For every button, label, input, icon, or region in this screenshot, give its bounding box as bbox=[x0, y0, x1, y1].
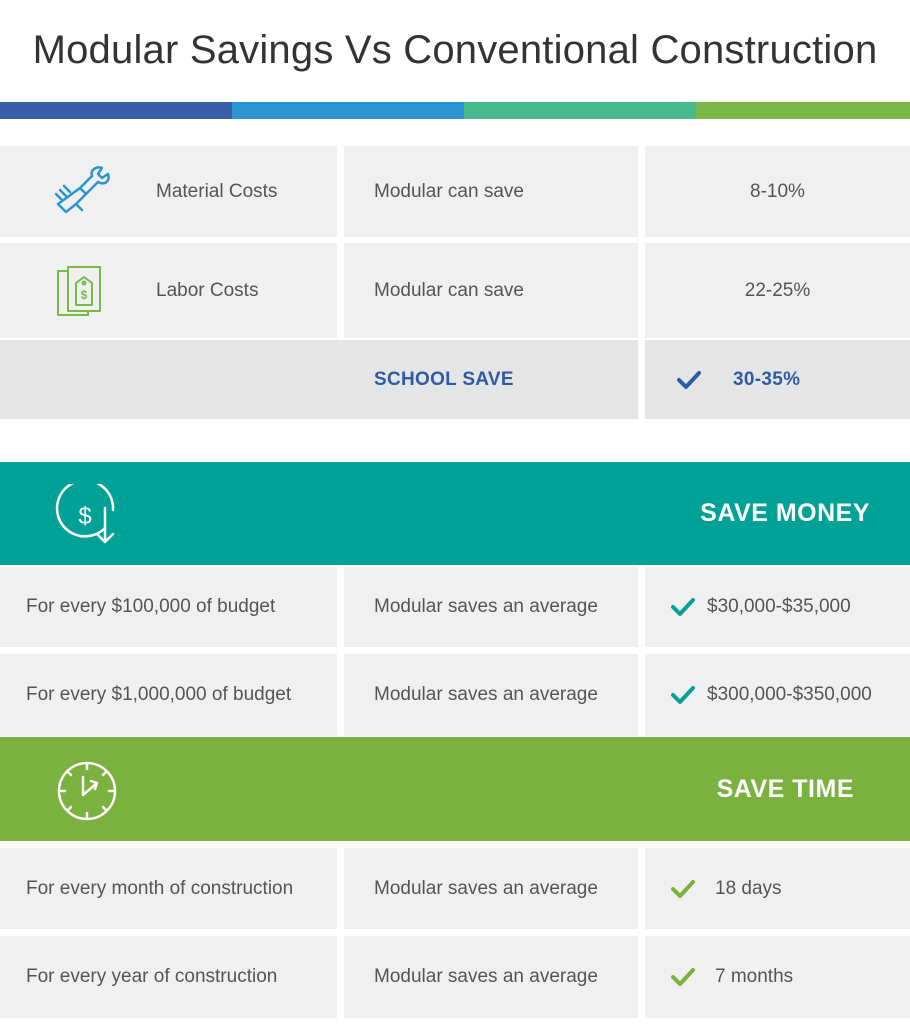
cost-row-desc-cell bbox=[344, 146, 638, 237]
svg-text:$: $ bbox=[80, 288, 88, 302]
time-row-label: For every month of construction bbox=[26, 877, 294, 899]
cost-row-value-cell bbox=[645, 243, 910, 338]
dollar-down-icon bbox=[55, 484, 119, 546]
color-stripe-segment bbox=[464, 102, 696, 119]
clock-icon bbox=[55, 759, 119, 823]
money-row-label-cell bbox=[0, 654, 337, 736]
time-row-desc-cell bbox=[344, 848, 638, 929]
price-tag-icon bbox=[54, 265, 108, 319]
time-row-value-cell bbox=[645, 848, 910, 929]
money-row-label: For every $100,000 of budget bbox=[26, 596, 276, 617]
money-row-label-cell bbox=[0, 567, 337, 647]
color-stripe-segment bbox=[0, 102, 232, 119]
money-row-desc: Modular saves an average bbox=[374, 684, 598, 705]
check-icon bbox=[677, 370, 701, 390]
summary-label: SCHOOL SAVE bbox=[374, 368, 514, 390]
save-time-title: SAVE TIME bbox=[716, 774, 854, 803]
time-row-label-cell bbox=[0, 936, 337, 1018]
color-stripe-segment bbox=[696, 102, 910, 119]
check-icon bbox=[671, 597, 695, 617]
time-row-desc: Modular saves an average bbox=[374, 966, 598, 987]
time-row-desc-cell bbox=[344, 936, 638, 1018]
page-title: Modular Savings Vs Conventional Construction bbox=[32, 28, 878, 72]
money-row-desc-cell bbox=[344, 567, 638, 647]
summary-value-cell bbox=[645, 340, 910, 419]
time-row-value: 7 months bbox=[715, 966, 794, 987]
time-row-value-cell bbox=[645, 936, 910, 1018]
money-row-label: For every $1,000,000 of budget bbox=[26, 684, 292, 705]
color-stripe-segment bbox=[232, 102, 464, 119]
summary-value: 30-35% bbox=[733, 368, 801, 390]
cost-row-desc-cell bbox=[344, 243, 638, 338]
money-row-value: $30,000-$35,000 bbox=[707, 596, 851, 617]
cost-row-label: Material Costs bbox=[156, 180, 278, 202]
time-row-desc: Modular saves an average bbox=[374, 877, 598, 899]
money-row-desc-cell bbox=[344, 654, 638, 736]
save-money-title: SAVE MONEY bbox=[700, 499, 870, 527]
save-time-banner bbox=[0, 737, 910, 841]
cost-row-label-cell bbox=[0, 243, 337, 338]
cost-row-desc: Modular can save bbox=[374, 279, 524, 301]
save-money-banner bbox=[0, 462, 910, 565]
check-icon bbox=[671, 685, 695, 705]
money-row-desc: Modular saves an average bbox=[374, 596, 598, 617]
time-row-value: 18 days bbox=[715, 877, 782, 899]
cost-row-label: Labor Costs bbox=[156, 279, 259, 301]
summary-blank-cell bbox=[0, 340, 344, 419]
check-icon bbox=[671, 967, 695, 987]
cost-row-value: 22-25% bbox=[744, 279, 811, 301]
svg-text:$: $ bbox=[78, 503, 92, 530]
wrench-hand-icon bbox=[52, 164, 118, 220]
cost-row-label-cell bbox=[0, 146, 337, 237]
money-row-value: $300,000-$350,000 bbox=[707, 684, 872, 705]
time-row-label-cell bbox=[0, 848, 337, 929]
check-icon bbox=[671, 879, 695, 899]
summary-label-cell bbox=[344, 340, 638, 419]
money-row-value-cell bbox=[645, 567, 910, 647]
cost-row-value: 8-10% bbox=[750, 180, 805, 202]
cost-row-desc: Modular can save bbox=[374, 180, 524, 202]
money-row-value-cell bbox=[645, 654, 910, 736]
cost-row-value-cell bbox=[645, 146, 910, 237]
time-row-label: For every year of construction bbox=[26, 966, 278, 987]
